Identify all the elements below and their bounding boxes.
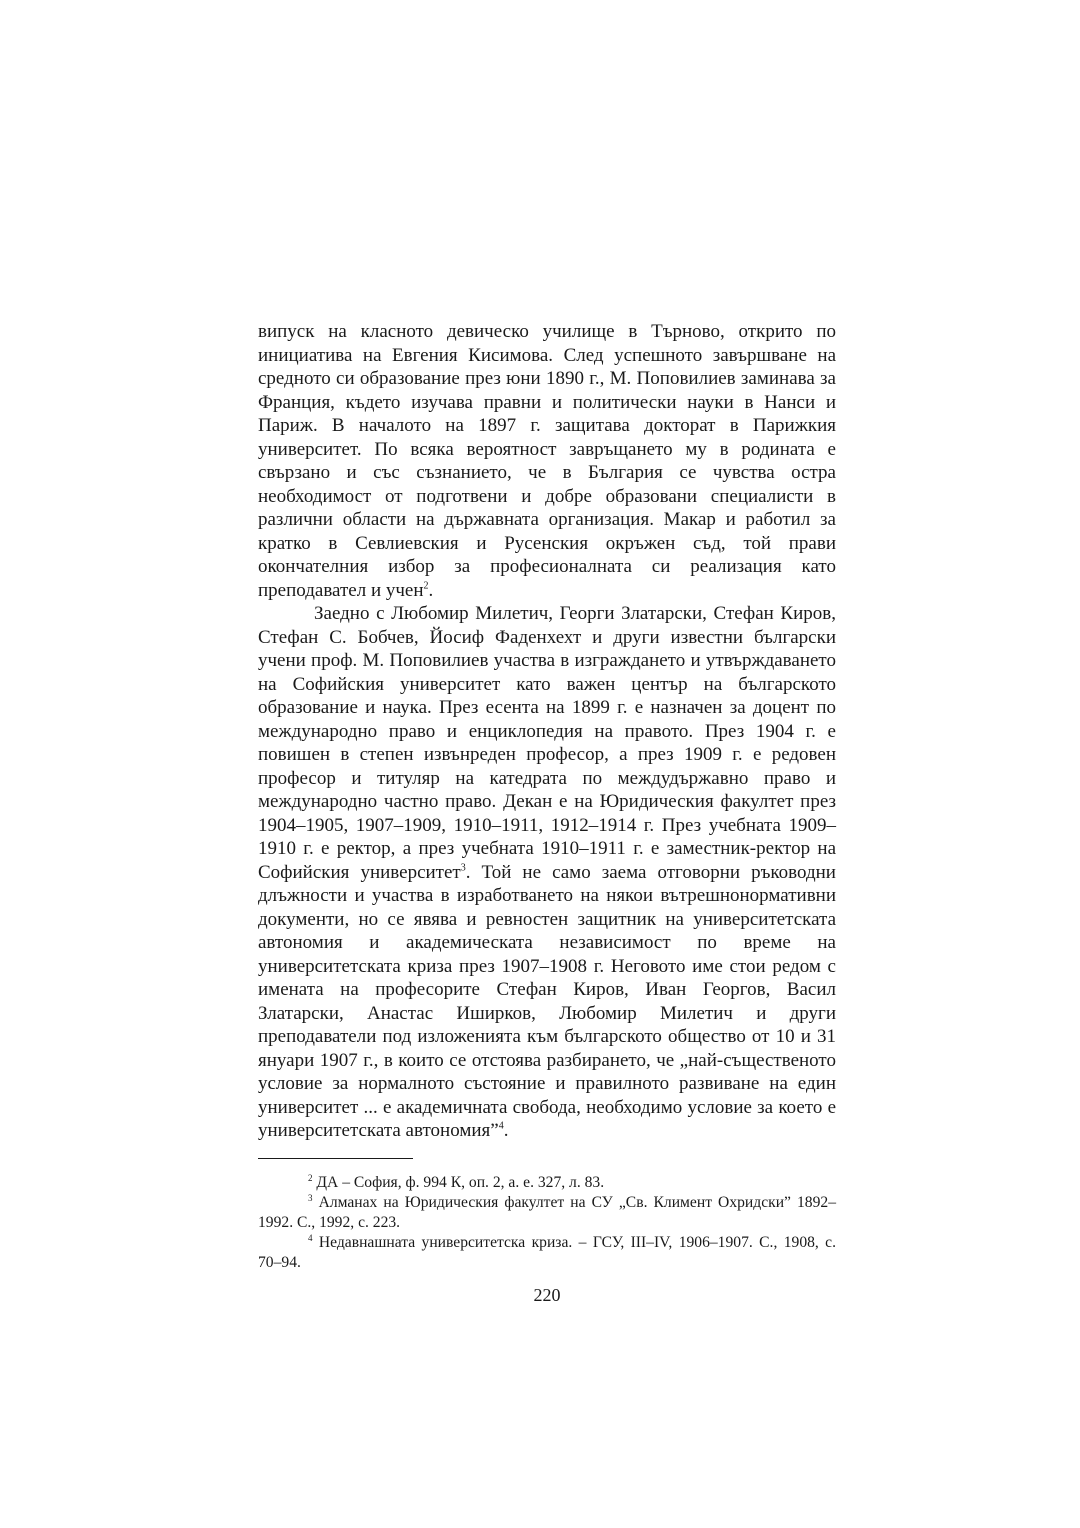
footnote-2-text: ДА – София, ф. 994 К, оп. 2, а. е. 327, л. 83. (316, 1173, 605, 1191)
paragraph-2 (258, 602, 836, 1143)
page-number: 220 (533, 1284, 561, 1305)
paragraph-1 (258, 320, 836, 602)
footnote-2-number: 2 (308, 1172, 313, 1183)
footnote-ref-2[interactable]: 2 (423, 580, 429, 592)
paragraph-1-text: випуск на класното девическо училище в Търново, открито по инициатива на Евгения Кисимова. След успешното завършване на средното си образование през юни 1890 г., М. Поповилиев заминава за Франция, където изучава правни и политически науки в Нанси и Париж. В началото на 1897 г. защитава докторат в Парижкия университет. По всяка вероятност завръщането му в родината е свързано и със съзнанието, че в България се чувства остра необходимост от подготвени и добре образовани специалисти в различни области на държавната организация. Макар и работил за кратко в Севлиевския и Русенския окръжен съд, той прави окончателния избор за професионалната си реализация като преподавател и учен (258, 321, 836, 601)
footnote-2 (258, 1173, 836, 1193)
footnote-ref-4[interactable]: 4 (498, 1120, 504, 1132)
document-page (258, 320, 836, 1306)
footnote-3 (258, 1193, 836, 1233)
footnotes (258, 1173, 836, 1273)
body-text (258, 320, 836, 1143)
footnote-4 (258, 1233, 836, 1273)
footnote-3-text: Алманах на Юридическия факултет на СУ „Св. Климент Охридски” 1892–1992. С., 1992, с. 223. (258, 1193, 836, 1231)
footnote-4-text: Недавнашната университетска криза. – ГСУ, III–IV, 1906–1907. С., 1908, с. 70–94. (258, 1233, 837, 1271)
paragraph-2-end: . (503, 1120, 509, 1141)
paragraph-2-text-middle: . Той не само заема отговорни ръководни длъжности и участва в изработването на някои вътрешнонормативни документи, но се явява и ревностен защитник на университетската автономия и академическата независимост по време на университетската криза през 1907–1908 г. Неговото име стои редом с имената на професорите Стефан Киров, Иван Георгов, Васил Златарски, Анастас Иширков, Любомир Милетич и други преподаватели под изложенията към българското общество от 10 и 31 януари 1907 г., в които се отстоява разбирането, че „най-същественото условие за нормалното състояние и правилното развиване на един университет ... е академичната свобода, необходимо условие за което е университетската автономия” (258, 861, 836, 1141)
paragraph-1-end: . (428, 579, 434, 601)
footnote-4-number: 4 (308, 1232, 313, 1243)
footnote-3-number: 3 (308, 1192, 313, 1203)
footnote-divider (258, 1158, 413, 1159)
paragraph-2-text-start: Заедно с Любомир Милетич, Георги Златарски, Стефан Киров, Стефан С. Бобчев, Йосиф Фаденхехт и други известни български учени проф. М. Поповилиев участва в изграждането и утвърждаването на Софийския университет като важен център на българското образование и наука. През есента на 1899 г. е назначен за доцент по международно право и енциклопедия на правото. През 1904 г. е повишен в степен извънреден професор, а през 1909 г. е редовен професор и титуляр на катедрата по междудържавно право и международно частно право. Декан е на Юридическия факултет през 1904–1905, 1907–1909, 1910–1911, 1912–1914 г. През учебната 1909–1910 г. е ректор, а през учебната 1910–1911 г. е заместник-ректор на Софийския университет (258, 603, 836, 883)
footnote-ref-3[interactable]: 3 (460, 862, 466, 874)
